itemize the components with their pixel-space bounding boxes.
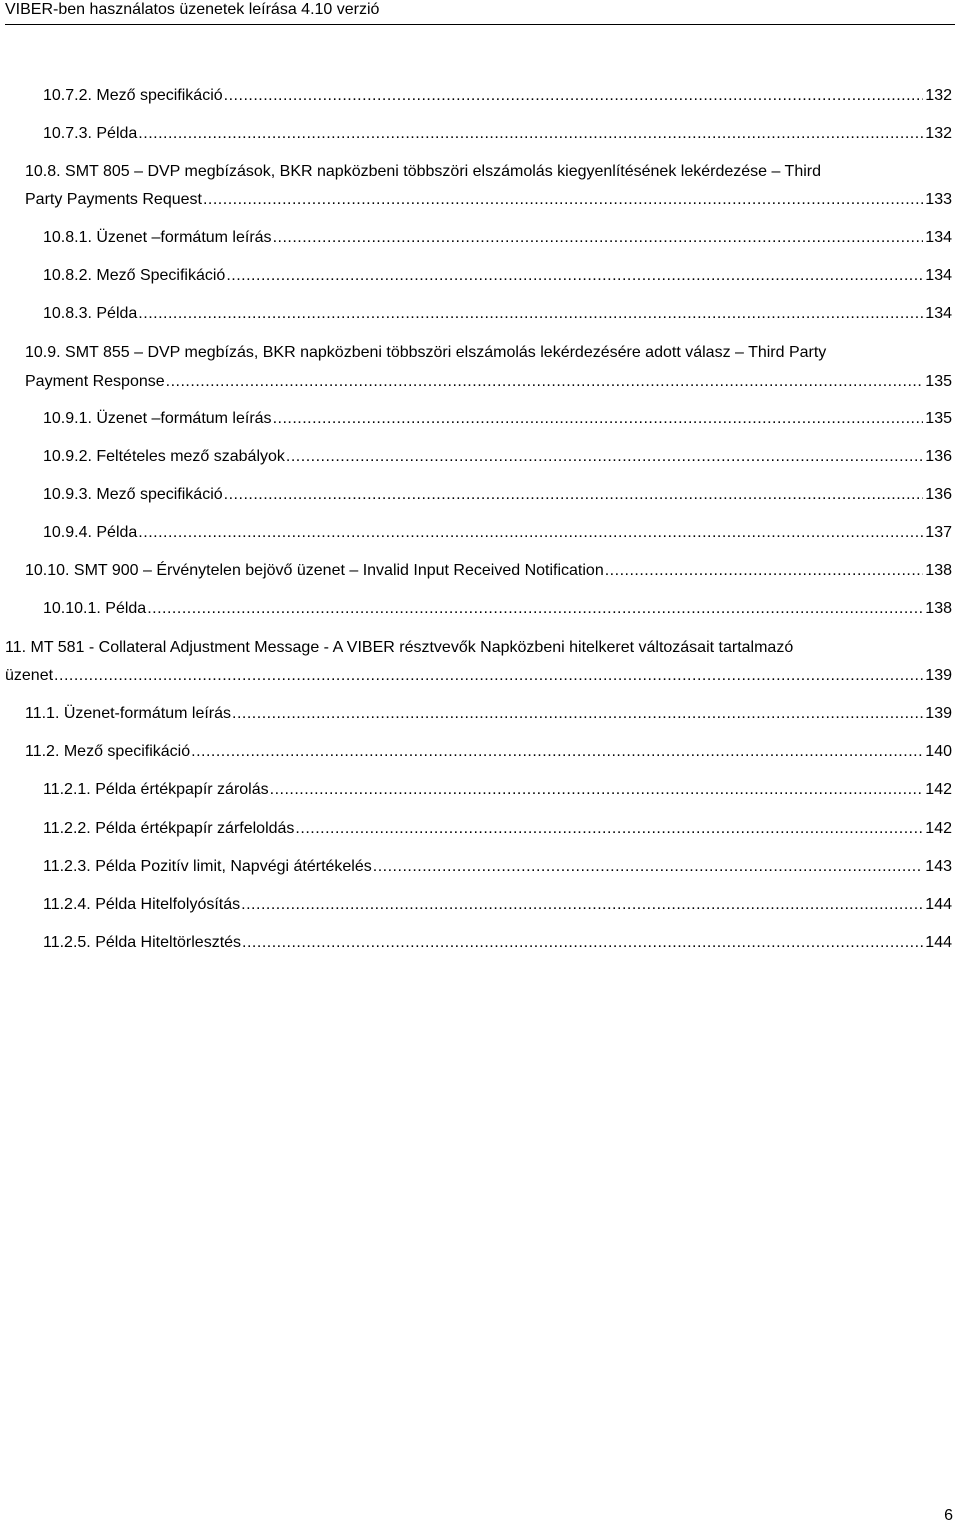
page-header (5, 0, 955, 25)
dot-leader (138, 304, 923, 324)
toc-entry[interactable]: 10.10. SMT 900 – Érvénytelen bejövő üzenet – Invalid Input Received Notification ..... 138 (25, 561, 952, 581)
toc-page-number: 142 (925, 781, 952, 798)
toc-entry[interactable]: 10.9.3. Mező specifikáció ..... 136 (43, 485, 952, 505)
dot-leader (224, 485, 924, 505)
dot-leader (166, 372, 924, 392)
toc-page-number: 136 (925, 486, 952, 503)
toc-entry[interactable]: 10.8.2. Mező Specifikáció ..... 134 (43, 266, 952, 286)
dot-leader (273, 228, 924, 248)
toc-entry[interactable]: 10.8.3. Példa ..... 134 (43, 304, 952, 324)
dot-leader (295, 819, 923, 839)
toc-page-number: 133 (925, 191, 952, 208)
document-title: VIBER-ben használatos üzenetek leírása 4.10 verzió (5, 1, 380, 18)
toc-entry[interactable]: 10.9. SMT 855 – DVP megbízás, BKR napközbeni többszöri elszámolás lekérdezésére adott válasz – Third Party Payment Response ..... 135 (25, 343, 952, 391)
toc-entry[interactable]: 10.9.2. Feltételes mező szabályok ..... 136 (43, 447, 952, 467)
dot-leader (273, 409, 924, 429)
page-number: 6 (944, 1507, 953, 1524)
toc-entry[interactable]: 11.2. Mező specifikáció ..... 140 (25, 742, 952, 762)
dot-leader (242, 933, 923, 953)
toc-page-number: 139 (925, 667, 952, 684)
toc-entry[interactable]: 11.2.2. Példa értékpapír zárfeloldás ..... 142 (43, 819, 952, 839)
toc-page-number: 138 (925, 600, 952, 617)
toc-page-number: 135 (925, 410, 952, 427)
dot-leader (605, 561, 924, 581)
toc-page-number: 137 (925, 524, 952, 541)
toc-entry[interactable]: 11.2.1. Példa értékpapír zárolás ..... 142 (43, 780, 952, 800)
toc-page-number: 142 (925, 820, 952, 837)
dot-leader (373, 857, 924, 877)
dot-leader (138, 523, 923, 543)
dot-leader (232, 704, 923, 724)
toc-page-number: 134 (925, 267, 952, 284)
toc-page-number: 132 (925, 87, 952, 104)
dot-leader (191, 742, 923, 762)
dot-leader (270, 780, 924, 800)
toc-page-number: 132 (925, 125, 952, 142)
toc-page-number: 144 (925, 934, 952, 951)
toc-page-number: 144 (925, 896, 952, 913)
toc-entry[interactable]: 11.2.4. Példa Hitelfolyósítás ..... 144 (43, 895, 952, 915)
toc-entry[interactable]: 11. MT 581 - Collateral Adjustment Message - A VIBER résztvevők Napközbeni hitelkeret változásait tartalmazó üzenet ..... 139 (5, 638, 952, 686)
dot-leader (54, 666, 923, 686)
toc-entry[interactable]: 10.9.1. Üzenet –formátum leírás ..... 135 (43, 409, 952, 429)
toc-entry[interactable]: 10.8.1. Üzenet –formátum leírás ..... 134 (43, 228, 952, 248)
dot-leader (286, 447, 923, 467)
toc-page-number: 134 (925, 229, 952, 246)
toc-page-number: 138 (925, 562, 952, 579)
toc-entry[interactable]: 11.2.3. Példa Pozitív limit, Napvégi átértékelés ..... 143 (43, 857, 952, 877)
dot-leader (203, 190, 923, 210)
toc-entry[interactable]: 10.10.1. Példa ..... 138 (43, 599, 952, 619)
toc-entry[interactable]: 10.7.2. Mező specifikáció ..... 132 (43, 86, 952, 106)
toc-entry[interactable]: 10.8. SMT 805 – DVP megbízások, BKR napközbeni többszöri elszámolás kiegyenlítésének lekérdezése – Third Party Payments Request ..... 133 (25, 162, 952, 210)
toc-page-number: 143 (925, 858, 952, 875)
toc-page-number: 140 (925, 743, 952, 760)
toc-page-number: 134 (925, 305, 952, 322)
toc-page-number: 139 (925, 705, 952, 722)
toc-entry[interactable]: 10.7.3. Példa ..... 132 (43, 124, 952, 144)
toc-entry-first-line: 10.9. SMT 855 – DVP megbízás, BKR napközbeni többszöri elszámolás lekérdezésére adott válasz – Third Party (25, 344, 827, 361)
dot-leader (224, 86, 924, 106)
dot-leader (147, 599, 923, 619)
dot-leader (226, 266, 923, 286)
toc-page-number: 136 (925, 448, 952, 465)
dot-leader (241, 895, 923, 915)
toc-entry-first-line: 10.8. SMT 805 – DVP megbízások, BKR napközbeni többszöri elszámolás kiegyenlítésének lekérdezése – Third (25, 163, 821, 180)
toc-entry[interactable]: 11.1. Üzenet-formátum leírás ..... 139 (25, 704, 952, 724)
toc-page-number: 135 (925, 373, 952, 390)
toc-entry[interactable]: 10.9.4. Példa ..... 137 (43, 523, 952, 543)
toc-entry[interactable]: 11.2.5. Példa Hiteltörlesztés ..... 144 (43, 933, 952, 953)
toc-entry-first-line: 11. MT 581 - Collateral Adjustment Message - A VIBER résztvevők Napközbeni hitelkeret változásait tartalmazó (5, 639, 794, 656)
dot-leader (138, 124, 923, 144)
